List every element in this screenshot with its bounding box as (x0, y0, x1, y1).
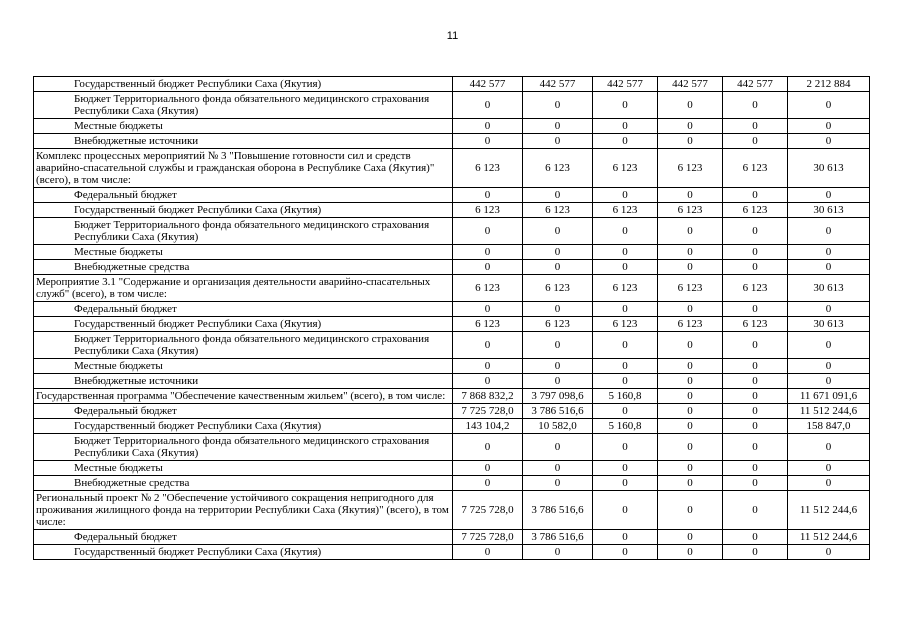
table-row (34, 332, 870, 359)
page-number: 11 (446, 30, 459, 42)
row-label: Внебюджетные средства (34, 476, 453, 491)
row-label: Бюджет Территориального фонда обязательного медицинского страхования Республики Саха (Якутия) (34, 332, 453, 359)
value-cell: 0 (593, 245, 658, 260)
value-cell: 0 (788, 92, 870, 119)
value-cell: 0 (788, 260, 870, 275)
value-cell: 0 (453, 134, 523, 149)
value-cell: 0 (658, 245, 723, 260)
table-row (34, 260, 870, 275)
row-label: Федеральный бюджет (34, 530, 453, 545)
value-cell: 0 (723, 359, 788, 374)
row-label: Государственная программа "Обеспечение качественным жильем" (всего), в том числе: (34, 389, 453, 404)
value-cell: 442 577 (453, 77, 523, 92)
value-cell: 0 (723, 188, 788, 203)
row-label: Внебюджетные источники (34, 134, 453, 149)
value-cell: 0 (453, 461, 523, 476)
table-row (34, 218, 870, 245)
value-cell: 6 123 (658, 203, 723, 218)
table-row (34, 359, 870, 374)
table-row (34, 203, 870, 218)
value-cell: 0 (453, 545, 523, 560)
value-cell: 0 (723, 419, 788, 434)
value-cell: 6 123 (593, 203, 658, 218)
value-cell: 6 123 (453, 203, 523, 218)
value-cell: 0 (658, 419, 723, 434)
value-cell: 0 (658, 530, 723, 545)
row-label: Местные бюджеты (34, 245, 453, 260)
value-cell: 10 582,0 (523, 419, 593, 434)
value-cell: 3 786 516,6 (523, 530, 593, 545)
value-cell: 0 (523, 260, 593, 275)
value-cell: 158 847,0 (788, 419, 870, 434)
value-cell: 0 (593, 332, 658, 359)
value-cell: 0 (523, 302, 593, 317)
value-cell: 0 (593, 404, 658, 419)
value-cell: 0 (723, 302, 788, 317)
value-cell: 0 (658, 218, 723, 245)
value-cell: 0 (723, 476, 788, 491)
row-label: Внебюджетные средства (34, 260, 453, 275)
value-cell: 0 (658, 92, 723, 119)
value-cell: 0 (723, 134, 788, 149)
value-cell: 30 613 (788, 317, 870, 332)
value-cell: 0 (658, 404, 723, 419)
value-cell: 6 123 (593, 149, 658, 188)
table-row (34, 389, 870, 404)
value-cell: 0 (453, 119, 523, 134)
value-cell: 0 (658, 332, 723, 359)
value-cell: 0 (453, 245, 523, 260)
table-row (34, 491, 870, 530)
value-cell: 0 (723, 491, 788, 530)
value-cell: 0 (723, 374, 788, 389)
value-cell: 7 868 832,2 (453, 389, 523, 404)
table-row (34, 92, 870, 119)
value-cell: 0 (453, 332, 523, 359)
value-cell: 0 (788, 434, 870, 461)
value-cell: 0 (788, 461, 870, 476)
value-cell: 0 (593, 530, 658, 545)
value-cell: 6 123 (523, 275, 593, 302)
value-cell: 3 786 516,6 (523, 404, 593, 419)
value-cell: 442 577 (523, 77, 593, 92)
value-cell: 6 123 (523, 203, 593, 218)
value-cell: 0 (788, 245, 870, 260)
value-cell: 0 (453, 374, 523, 389)
table-row (34, 119, 870, 134)
value-cell: 0 (723, 461, 788, 476)
value-cell: 6 123 (453, 275, 523, 302)
row-label: Комплекс процессных мероприятий № 3 "Повышение готовности сил и средств аварийно-спасательной службы и гражданская оборона в Республике Саха (Якутия)" (всего), в том числе: (34, 149, 453, 188)
value-cell: 0 (453, 218, 523, 245)
value-cell: 0 (788, 119, 870, 134)
value-cell: 0 (788, 359, 870, 374)
table-row (34, 374, 870, 389)
value-cell: 0 (658, 545, 723, 560)
row-label: Государственный бюджет Республики Саха (Якутия) (34, 77, 453, 92)
value-cell: 0 (723, 245, 788, 260)
value-cell: 0 (453, 92, 523, 119)
value-cell: 6 123 (723, 149, 788, 188)
value-cell: 0 (658, 119, 723, 134)
value-cell: 0 (658, 374, 723, 389)
value-cell: 0 (788, 545, 870, 560)
value-cell: 0 (593, 302, 658, 317)
table-row (34, 302, 870, 317)
value-cell: 11 512 244,6 (788, 404, 870, 419)
value-cell: 7 725 728,0 (453, 404, 523, 419)
table-row (34, 530, 870, 545)
row-label: Местные бюджеты (34, 461, 453, 476)
value-cell: 11 671 091,6 (788, 389, 870, 404)
row-label: Государственный бюджет Республики Саха (Якутия) (34, 203, 453, 218)
value-cell: 30 613 (788, 275, 870, 302)
table-row (34, 419, 870, 434)
value-cell: 0 (593, 119, 658, 134)
value-cell: 0 (593, 188, 658, 203)
value-cell: 0 (523, 461, 593, 476)
row-label: Бюджет Территориального фонда обязательного медицинского страхования Республики Саха (Якутия) (34, 218, 453, 245)
value-cell: 0 (523, 188, 593, 203)
value-cell: 0 (658, 476, 723, 491)
value-cell: 0 (523, 545, 593, 560)
row-label: Федеральный бюджет (34, 188, 453, 203)
value-cell: 0 (658, 491, 723, 530)
value-cell: 442 577 (723, 77, 788, 92)
value-cell: 0 (593, 218, 658, 245)
value-cell: 7 725 728,0 (453, 491, 523, 530)
table-row (34, 134, 870, 149)
value-cell: 0 (523, 374, 593, 389)
row-label: Государственный бюджет Республики Саха (Якутия) (34, 419, 453, 434)
row-label: Внебюджетные источники (34, 374, 453, 389)
value-cell: 0 (658, 434, 723, 461)
table-row (34, 317, 870, 332)
table-row (34, 275, 870, 302)
value-cell: 6 123 (523, 317, 593, 332)
value-cell: 0 (523, 134, 593, 149)
value-cell: 6 123 (658, 275, 723, 302)
value-cell: 0 (523, 119, 593, 134)
value-cell: 0 (788, 302, 870, 317)
table-row (34, 404, 870, 419)
value-cell: 0 (723, 260, 788, 275)
value-cell: 0 (658, 389, 723, 404)
row-label: Бюджет Территориального фонда обязательного медицинского страхования Республики Саха (Якутия) (34, 92, 453, 119)
row-label: Государственный бюджет Республики Саха (Якутия) (34, 545, 453, 560)
row-label: Мероприятие 3.1 "Содержание и организация деятельности аварийно-спасательных служб" (всего), в том числе: (34, 275, 453, 302)
value-cell: 0 (658, 134, 723, 149)
value-cell: 442 577 (658, 77, 723, 92)
budget-table (33, 76, 870, 560)
value-cell: 0 (723, 92, 788, 119)
row-label: Государственный бюджет Республики Саха (Якутия) (34, 317, 453, 332)
value-cell: 6 123 (593, 317, 658, 332)
row-label: Федеральный бюджет (34, 404, 453, 419)
value-cell: 0 (453, 188, 523, 203)
row-label: Региональный проект № 2 "Обеспечение устойчивого сокращения непригодного для проживания жилищного фонда на территории Республики Саха (Якутия)" (всего), в том числе: (34, 491, 453, 530)
value-cell: 30 613 (788, 203, 870, 218)
value-cell: 3 786 516,6 (523, 491, 593, 530)
value-cell: 0 (593, 134, 658, 149)
value-cell: 0 (453, 359, 523, 374)
value-cell: 6 123 (658, 317, 723, 332)
value-cell: 0 (593, 461, 658, 476)
value-cell: 442 577 (593, 77, 658, 92)
value-cell: 0 (453, 476, 523, 491)
value-cell: 0 (658, 260, 723, 275)
value-cell: 2 212 884 (788, 77, 870, 92)
value-cell: 0 (593, 92, 658, 119)
value-cell: 6 123 (723, 203, 788, 218)
value-cell: 0 (788, 218, 870, 245)
value-cell: 143 104,2 (453, 419, 523, 434)
value-cell: 0 (453, 260, 523, 275)
value-cell: 0 (453, 302, 523, 317)
value-cell: 0 (788, 134, 870, 149)
value-cell: 7 725 728,0 (453, 530, 523, 545)
value-cell: 3 797 098,6 (523, 389, 593, 404)
value-cell: 0 (658, 302, 723, 317)
value-cell: 30 613 (788, 149, 870, 188)
value-cell: 0 (593, 260, 658, 275)
row-label: Местные бюджеты (34, 359, 453, 374)
value-cell: 0 (658, 359, 723, 374)
table-row (34, 149, 870, 188)
value-cell: 0 (453, 434, 523, 461)
value-cell: 0 (593, 491, 658, 530)
value-cell: 0 (658, 461, 723, 476)
value-cell: 6 123 (453, 149, 523, 188)
value-cell: 0 (593, 374, 658, 389)
value-cell: 0 (523, 218, 593, 245)
table-row (34, 434, 870, 461)
table-row (34, 77, 870, 92)
value-cell: 11 512 244,6 (788, 491, 870, 530)
value-cell: 0 (593, 545, 658, 560)
value-cell: 0 (788, 332, 870, 359)
table-row (34, 245, 870, 260)
value-cell: 6 123 (658, 149, 723, 188)
table-row (34, 188, 870, 203)
row-label: Федеральный бюджет (34, 302, 453, 317)
value-cell: 5 160,8 (593, 389, 658, 404)
value-cell: 0 (723, 389, 788, 404)
value-cell: 0 (723, 218, 788, 245)
row-label: Местные бюджеты (34, 119, 453, 134)
value-cell: 0 (593, 359, 658, 374)
budget-table-body (34, 77, 870, 560)
value-cell: 0 (523, 245, 593, 260)
table-row (34, 545, 870, 560)
value-cell: 0 (788, 476, 870, 491)
table-row (34, 476, 870, 491)
value-cell: 0 (723, 332, 788, 359)
value-cell: 0 (788, 374, 870, 389)
value-cell: 6 123 (723, 275, 788, 302)
table-row (34, 461, 870, 476)
value-cell: 0 (788, 188, 870, 203)
value-cell: 0 (523, 476, 593, 491)
value-cell: 6 123 (593, 275, 658, 302)
value-cell: 0 (523, 92, 593, 119)
value-cell: 6 123 (523, 149, 593, 188)
value-cell: 0 (723, 404, 788, 419)
value-cell: 6 123 (723, 317, 788, 332)
value-cell: 0 (523, 359, 593, 374)
value-cell: 0 (723, 545, 788, 560)
value-cell: 0 (723, 119, 788, 134)
row-label: Бюджет Территориального фонда обязательного медицинского страхования Республики Саха (Якутия) (34, 434, 453, 461)
value-cell: 11 512 244,6 (788, 530, 870, 545)
value-cell: 0 (658, 188, 723, 203)
value-cell: 0 (523, 434, 593, 461)
value-cell: 5 160,8 (593, 419, 658, 434)
value-cell: 0 (593, 434, 658, 461)
value-cell: 6 123 (453, 317, 523, 332)
value-cell: 0 (523, 332, 593, 359)
value-cell: 0 (723, 530, 788, 545)
value-cell: 0 (723, 434, 788, 461)
value-cell: 0 (593, 476, 658, 491)
